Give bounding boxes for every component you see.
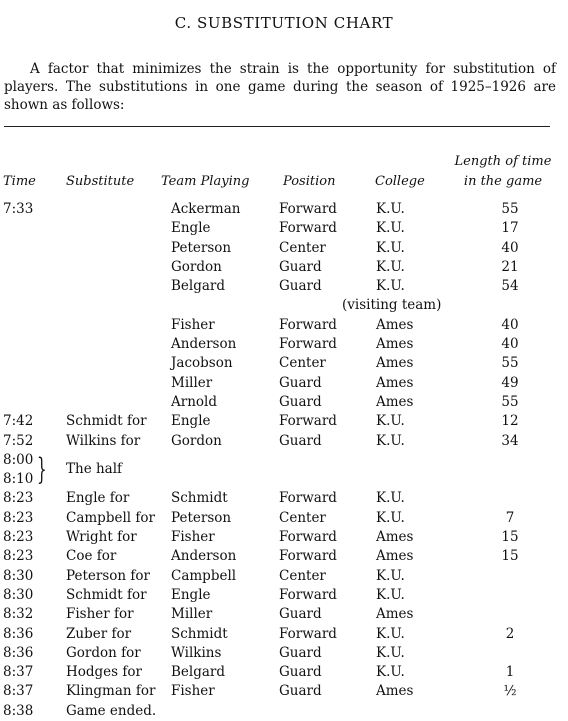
cell-team-playing: Gordon bbox=[171, 432, 222, 449]
cell-length: 40 bbox=[501, 239, 519, 256]
half-row bbox=[0, 451, 568, 490]
cell-position: Guard bbox=[279, 606, 322, 623]
cell-position: Forward bbox=[279, 548, 337, 565]
cell-team-playing: Campbell bbox=[171, 567, 237, 584]
table-row bbox=[0, 354, 568, 373]
cell-team-playing: Fisher bbox=[171, 529, 215, 546]
cell-team-playing: Peterson bbox=[171, 239, 232, 256]
cell-team-playing: Ackerman bbox=[171, 201, 241, 217]
cell-team-playing: Gordon bbox=[171, 258, 222, 275]
cell-college: K.U. bbox=[376, 509, 405, 526]
cell-time: 8:37 bbox=[3, 664, 34, 681]
half-end-time: 8:10 bbox=[3, 470, 34, 487]
cell-substitute: Schmidt for bbox=[66, 413, 147, 430]
cell-college: K.U. bbox=[376, 625, 405, 642]
cell-college: K.U. bbox=[376, 278, 405, 295]
cell-position: Center bbox=[279, 355, 326, 372]
cell-substitute: Wright for bbox=[66, 529, 137, 546]
cell-length: 17 bbox=[501, 220, 519, 237]
cell-position: Forward bbox=[279, 529, 337, 546]
cell-team-playing: Belgard bbox=[171, 664, 226, 681]
table-row bbox=[0, 393, 568, 412]
table-row bbox=[0, 432, 568, 451]
table-row bbox=[0, 335, 568, 354]
page-title: C. SUBSTITUTION CHART bbox=[174, 14, 394, 32]
cell-team-playing: Anderson bbox=[171, 548, 237, 565]
cell-team-playing: Schmidt bbox=[171, 625, 228, 642]
cell-team-playing: Arnold bbox=[171, 393, 217, 410]
table-row bbox=[0, 663, 568, 682]
cell-team-playing: Wilkins bbox=[171, 644, 222, 661]
visiting-team-row bbox=[0, 296, 568, 315]
cell-position: Guard bbox=[279, 683, 322, 700]
table-row bbox=[0, 277, 568, 296]
cell-team-playing: Engle bbox=[171, 220, 211, 237]
cell-position: Guard bbox=[279, 432, 322, 449]
divider-rule bbox=[4, 126, 550, 127]
cell-substitute: Campbell for bbox=[66, 509, 155, 526]
cell-substitute: Zuber for bbox=[66, 625, 132, 642]
cell-position: Guard bbox=[279, 393, 322, 410]
cell-substitute: Gordon for bbox=[66, 644, 141, 661]
cell-time: 8:36 bbox=[3, 625, 34, 642]
table-group-home bbox=[0, 200, 568, 296]
cell-college: K.U. bbox=[376, 239, 405, 256]
cell-time: 8:23 bbox=[3, 509, 34, 526]
cell-team-playing: Anderson bbox=[171, 336, 237, 353]
cell-college: Ames bbox=[376, 683, 414, 700]
cell-length: 40 bbox=[501, 336, 519, 353]
table-row bbox=[0, 200, 568, 219]
cell-college: Ames bbox=[376, 393, 414, 410]
cell-time: 8:23 bbox=[3, 548, 34, 565]
cell-position: Center bbox=[279, 567, 326, 584]
cell-college: K.U. bbox=[376, 201, 405, 217]
cell-team-playing: Fisher bbox=[171, 683, 215, 700]
cell-length: ½ bbox=[503, 683, 517, 700]
cell-position: Guard bbox=[279, 374, 322, 391]
table-row bbox=[0, 239, 568, 258]
cell-college: K.U. bbox=[376, 586, 405, 603]
cell-length: 34 bbox=[501, 432, 519, 449]
cell-team-playing: Engle bbox=[171, 413, 211, 430]
cell-time: 8:36 bbox=[3, 644, 34, 661]
cell-position: Guard bbox=[279, 644, 322, 661]
brace-icon: } bbox=[37, 451, 47, 487]
cell-position: Center bbox=[279, 239, 326, 256]
header-team-playing: Team Playing bbox=[161, 174, 250, 189]
cell-substitute: Wilkins for bbox=[66, 432, 141, 449]
table-row bbox=[0, 316, 568, 335]
header-length-line2: in the game bbox=[463, 174, 543, 189]
cell-length: 15 bbox=[501, 548, 519, 565]
cell-position: Guard bbox=[279, 278, 322, 295]
cell-substitute: Hodges for bbox=[66, 664, 142, 681]
cell-time: 8:23 bbox=[3, 490, 34, 507]
cell-time: 8:30 bbox=[3, 567, 34, 584]
cell-position: Forward bbox=[279, 201, 337, 217]
cell-position: Forward bbox=[279, 336, 337, 353]
cell-length: 54 bbox=[501, 278, 519, 295]
cell-length: 55 bbox=[501, 393, 519, 410]
cell-position: Forward bbox=[279, 586, 337, 603]
cell-position: Forward bbox=[279, 220, 337, 237]
cell-length: 40 bbox=[501, 316, 519, 333]
table-row bbox=[0, 644, 568, 663]
cell-position: Center bbox=[279, 509, 326, 526]
cell-time: 8:38 bbox=[3, 702, 34, 719]
cell-time: 7:42 bbox=[3, 413, 34, 430]
table-row bbox=[0, 528, 568, 547]
cell-college: K.U. bbox=[376, 432, 405, 449]
cell-position: Forward bbox=[279, 413, 337, 430]
table-group-visiting bbox=[0, 316, 568, 451]
cell-length: 15 bbox=[501, 529, 519, 546]
table-row bbox=[0, 258, 568, 277]
cell-substitute: Fisher for bbox=[66, 606, 134, 623]
cell-college: Ames bbox=[376, 316, 414, 333]
cell-team-playing: Belgard bbox=[171, 278, 226, 295]
header-college: College bbox=[375, 174, 425, 189]
header-position: Position bbox=[283, 174, 336, 189]
cell-college: K.U. bbox=[376, 220, 405, 237]
half-label: The half bbox=[66, 460, 123, 477]
cell-length: 12 bbox=[501, 413, 519, 430]
cell-team-playing: Engle bbox=[171, 586, 211, 603]
cell-college: Ames bbox=[376, 355, 414, 372]
cell-length: 21 bbox=[501, 258, 519, 275]
cell-position: Guard bbox=[279, 258, 322, 275]
cell-length: 2 bbox=[505, 625, 515, 642]
substitution-table bbox=[0, 200, 568, 721]
cell-time: 8:23 bbox=[3, 529, 34, 546]
cell-time: 7:52 bbox=[3, 432, 34, 449]
header-time: Time bbox=[3, 174, 36, 189]
cell-length: 1 bbox=[505, 664, 515, 681]
table-row bbox=[0, 547, 568, 566]
cell-substitute: Coe for bbox=[66, 548, 117, 565]
table-row bbox=[0, 586, 568, 605]
cell-position: Guard bbox=[279, 664, 322, 681]
cell-college: Ames bbox=[376, 336, 414, 353]
table-row bbox=[0, 625, 568, 644]
cell-college: K.U. bbox=[376, 664, 405, 681]
intro-paragraph: A factor that minimizes the strain is the opportunity for substitution of players. The substitutions in one game during the season of 1925–1926 are shown as follows: bbox=[4, 61, 556, 113]
table-row bbox=[0, 702, 568, 721]
cell-college: Ames bbox=[376, 606, 414, 623]
cell-team-playing: Miller bbox=[171, 374, 213, 391]
cell-time: 7:33 bbox=[3, 201, 34, 217]
table-row bbox=[0, 509, 568, 528]
table-row bbox=[0, 412, 568, 431]
cell-team-playing: Schmidt bbox=[171, 490, 228, 507]
cell-length: 55 bbox=[501, 355, 519, 372]
cell-team-playing: Peterson bbox=[171, 509, 232, 526]
cell-college: K.U. bbox=[376, 644, 405, 661]
cell-substitute: Schmidt for bbox=[66, 586, 147, 603]
table-group-second-half bbox=[0, 489, 568, 721]
cell-time: 8:30 bbox=[3, 586, 34, 603]
cell-team-playing: Miller bbox=[171, 606, 213, 623]
cell-college: Ames bbox=[376, 529, 414, 546]
cell-team-playing: Fisher bbox=[171, 316, 215, 333]
table-row bbox=[0, 489, 568, 508]
cell-team-playing: Jacobson bbox=[171, 355, 233, 372]
cell-position: Forward bbox=[279, 316, 337, 333]
half-start-time: 8:00 bbox=[3, 451, 34, 468]
cell-position: Forward bbox=[279, 490, 337, 507]
cell-length: 7 bbox=[505, 509, 515, 526]
table-row bbox=[0, 567, 568, 586]
cell-substitute: Klingman for bbox=[66, 683, 156, 700]
visiting-team-note: (visiting team) bbox=[342, 297, 442, 314]
cell-substitute: Peterson for bbox=[66, 567, 150, 584]
cell-college: K.U. bbox=[376, 413, 405, 430]
table-row bbox=[0, 605, 568, 624]
cell-college: Ames bbox=[376, 548, 414, 565]
table-row bbox=[0, 682, 568, 701]
cell-length: 55 bbox=[501, 201, 519, 217]
header-length-line1: Length of time bbox=[454, 154, 552, 169]
cell-substitute: Engle for bbox=[66, 490, 130, 507]
cell-length: 49 bbox=[501, 374, 519, 391]
table-row bbox=[0, 374, 568, 393]
table-row bbox=[0, 219, 568, 238]
cell-position: Forward bbox=[279, 625, 337, 642]
cell-time: 8:37 bbox=[3, 683, 34, 700]
cell-college: K.U. bbox=[376, 490, 405, 507]
cell-college: Ames bbox=[376, 374, 414, 391]
cell-time: 8:32 bbox=[3, 606, 34, 623]
cell-substitute: Game ended. bbox=[66, 702, 157, 719]
cell-college: K.U. bbox=[376, 567, 405, 584]
cell-college: K.U. bbox=[376, 258, 405, 275]
header-substitute: Substitute bbox=[66, 174, 135, 189]
